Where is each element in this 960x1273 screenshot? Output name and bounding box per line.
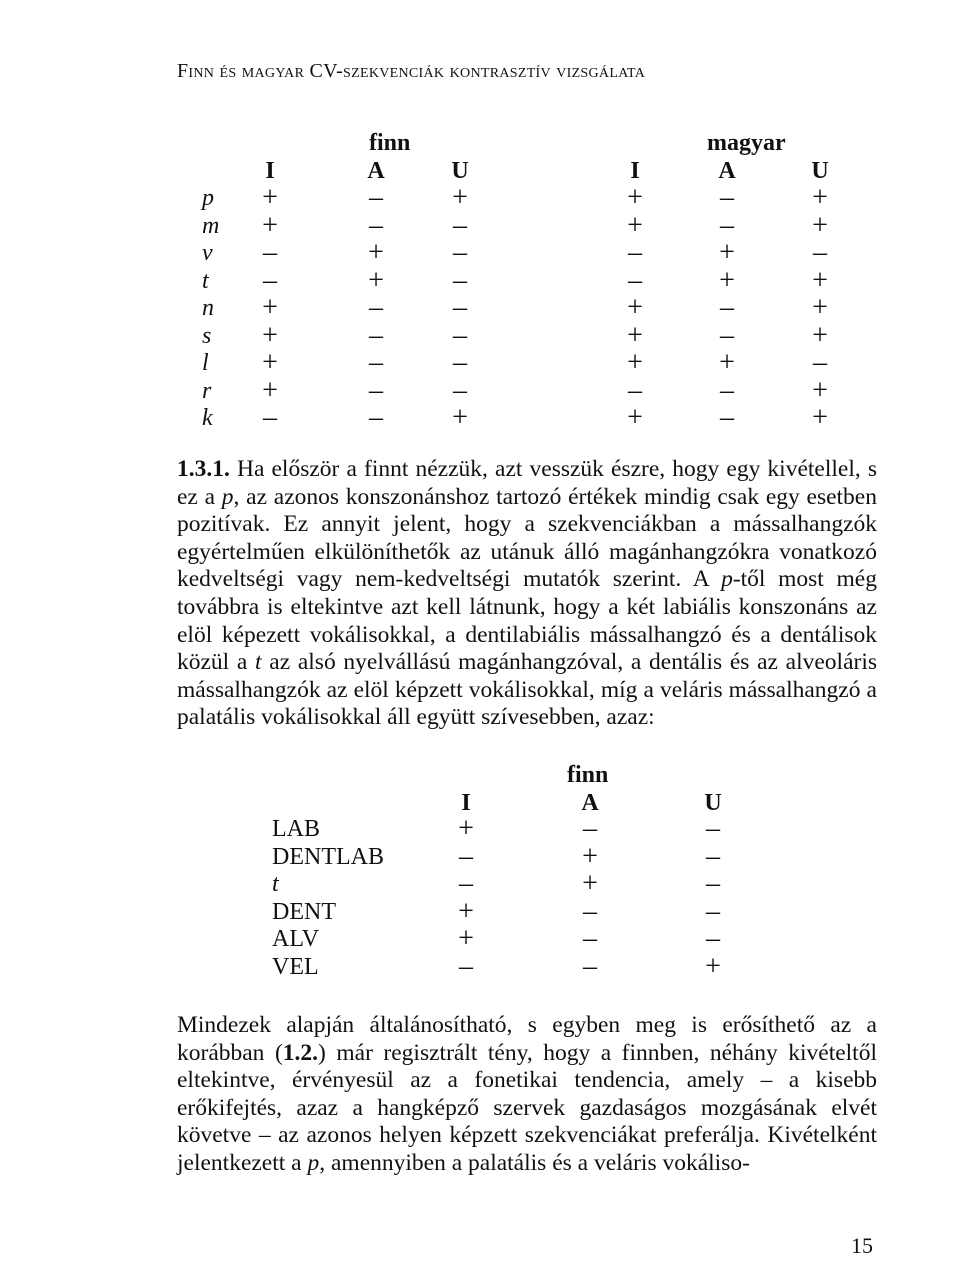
para1-text-3: -től most még továbbra is eltekintve azt kell látnunk, hogy a két labiális konszonáns az elöl képezett vokálisokkal, a dentilabiális mássalhangzó és a dentálisok közül a xyxy=(177,566,877,676)
group-header-magyar: magyar xyxy=(707,130,786,156)
table1-cell: + xyxy=(452,402,468,433)
table1-cell: + xyxy=(262,209,278,241)
table1-cell: – xyxy=(720,374,734,406)
table2-column-header: U xyxy=(704,790,722,816)
table2-cell: + xyxy=(582,840,598,872)
para2-ref: 1.2. xyxy=(282,1039,319,1066)
para2-p: p xyxy=(307,1149,320,1176)
table2-cell: + xyxy=(582,868,598,900)
table2-cell: – xyxy=(706,895,720,927)
table1-row-label: l xyxy=(202,350,209,376)
consonant-vowel-table-finn-magyar xyxy=(0,0,960,440)
para1-p-1: p xyxy=(221,483,234,510)
table1-cell: + xyxy=(627,402,643,433)
table1-cell: – xyxy=(369,402,383,433)
table2-row-label: t xyxy=(272,871,279,898)
para1-text-2: , az azonos konszonánshoz tartozó értékek mindig csak egy esetben pozitívak. Ez annyit jelent, hogy a szekvenciákban a mássalhangzók egyértelműen elkülöníthetők az utánuk álló magánhangzókra vonatkozó kedveltségi vagy nem-kedveltségi mutatók szerint. A xyxy=(177,483,877,593)
table1-cell: + xyxy=(812,319,828,351)
table1-cell: + xyxy=(262,374,278,406)
table1-row-label: m xyxy=(202,212,220,239)
table1-row-label: t xyxy=(202,267,209,294)
table1-cell: – xyxy=(453,264,467,296)
section-number: 1.3.1. xyxy=(177,456,230,482)
para1-t: t xyxy=(255,649,262,676)
para2-text-2: ) már regisztrált tény, hogy a finnben, néhány kivételtől eltekintve, érvényesül az a fonetikai tendencia, amely – a kisebb erőkifejtés, azaz a hangképző szervek gazdaságos mozgásának elvét követve – az azonos helyen képzett szekvenciákat preferálja. Kivételként jelentkezett a xyxy=(177,1039,877,1176)
table1-cell: – xyxy=(263,264,277,296)
table1-cell: + xyxy=(812,292,828,323)
para1-p-2: p xyxy=(721,566,733,593)
table1-row-label: p xyxy=(202,185,214,211)
table1-cell: – xyxy=(453,319,467,351)
table1-cell: – xyxy=(369,182,383,213)
table2-row-label: DENT xyxy=(272,898,336,925)
paragraph-conclusion xyxy=(177,1012,877,1178)
table1-cell: – xyxy=(720,319,734,351)
running-header: Finn és magyar CV-szekvenciák kontrasztív vizsgálata xyxy=(177,60,646,82)
group-header-finn: finn xyxy=(369,130,411,156)
table1-column-header: U xyxy=(811,158,829,184)
table1-column-header: I xyxy=(630,158,640,184)
table2-cell: – xyxy=(583,923,597,955)
table1-cell: + xyxy=(719,264,735,296)
table1-cell: + xyxy=(812,374,828,406)
table1-cell: + xyxy=(812,182,828,213)
table1-cell: + xyxy=(627,292,643,323)
table1-cell: – xyxy=(453,237,467,268)
table1-cell: – xyxy=(628,264,642,296)
table2-row-label: VEL xyxy=(272,954,319,980)
table1-cell: – xyxy=(813,237,827,268)
table1-cell: – xyxy=(628,374,642,406)
table1-column-header: A xyxy=(367,158,385,184)
table1-cell: – xyxy=(369,292,383,323)
table2-row-label: DENTLAB xyxy=(272,843,384,870)
table1-cell: – xyxy=(453,347,467,378)
table1-cell: + xyxy=(262,182,278,213)
table1-cell: – xyxy=(720,402,734,433)
table1-cell: – xyxy=(369,347,383,378)
table1-cell: – xyxy=(813,347,827,378)
table2-cell: + xyxy=(458,923,474,955)
table1-cell: – xyxy=(720,292,734,323)
table1-cell: + xyxy=(627,209,643,241)
table2-row-label: ALV xyxy=(272,926,320,953)
table1-row-label: r xyxy=(202,377,212,404)
table1-cell: + xyxy=(262,292,278,323)
table1-cell: + xyxy=(627,319,643,351)
table1-cell: + xyxy=(627,182,643,213)
table1-cell: – xyxy=(369,209,383,241)
table2-cell: + xyxy=(458,813,474,844)
table1-cell: – xyxy=(720,182,734,213)
group-header-finn-2: finn xyxy=(567,762,609,788)
table2-column-header: A xyxy=(581,790,599,816)
table1-cell: – xyxy=(453,374,467,406)
table1-cell: + xyxy=(368,264,384,296)
table1-cell: + xyxy=(262,347,278,378)
table2-cell: – xyxy=(706,840,720,872)
table1-cell: – xyxy=(453,292,467,323)
table2-cell: – xyxy=(706,868,720,900)
table2-cell: – xyxy=(583,951,597,982)
table1-cell: + xyxy=(627,347,643,378)
table1-cell: + xyxy=(368,237,384,268)
table2-row-label: LAB xyxy=(272,816,320,842)
table2-cell: – xyxy=(583,813,597,844)
table2-cell: – xyxy=(583,895,597,927)
table2-cell: – xyxy=(706,813,720,844)
table1-cell: + xyxy=(452,182,468,213)
table2-column-header: I xyxy=(461,790,471,816)
table1-cell: + xyxy=(812,209,828,241)
para1-text-4: az alsó nyelvállású magánhangzóval, a dentális és az alveoláris mássalhangzók az elöl képzett vokálisokkal, míg a veláris mássalhangzó a palatális vokálisokkal áll együtt szívesebben, azaz: xyxy=(177,649,878,731)
table2-cell: + xyxy=(458,895,474,927)
table1-row-label: v xyxy=(202,240,213,266)
table1-column-header: I xyxy=(265,158,275,184)
table1-cell: – xyxy=(263,237,277,268)
table1-cell: + xyxy=(812,264,828,296)
table1-column-header: A xyxy=(718,158,736,184)
table1-cell: – xyxy=(720,209,734,241)
table1-row-label: n xyxy=(202,295,214,321)
table2-cell: – xyxy=(706,923,720,955)
table1-cell: + xyxy=(262,319,278,351)
table1-cell: – xyxy=(263,402,277,433)
table1-cell: – xyxy=(369,319,383,351)
table2-cell: – xyxy=(459,951,473,982)
table2-cell: – xyxy=(459,840,473,872)
table1-row-label: s xyxy=(202,322,212,349)
para2-text-1: Mindezek alapján általánosítható, s egyben meg is erősíthető az a korábban ( xyxy=(177,1012,877,1066)
table1-cell: + xyxy=(719,237,735,268)
table1-cell: + xyxy=(812,402,828,433)
table2-cell: – xyxy=(459,868,473,900)
table1-cell: – xyxy=(453,209,467,241)
table1-row-label: k xyxy=(202,405,213,431)
page-number: 15 xyxy=(851,1233,873,1258)
table1-cell: – xyxy=(369,374,383,406)
table2-cell: + xyxy=(705,951,721,982)
para2-text-3: , amennyiben a palatális és a veláris vokáliso- xyxy=(319,1149,750,1176)
table1-cell: + xyxy=(719,347,735,378)
table1-cell: – xyxy=(628,237,642,268)
paragraph-1-3-1 xyxy=(177,456,877,732)
para1-text-1: Ha először a finnt nézzük, azt vesszük észre, hogy egy kivétellel, s ez a xyxy=(177,456,877,510)
table1-column-header: U xyxy=(451,158,469,184)
